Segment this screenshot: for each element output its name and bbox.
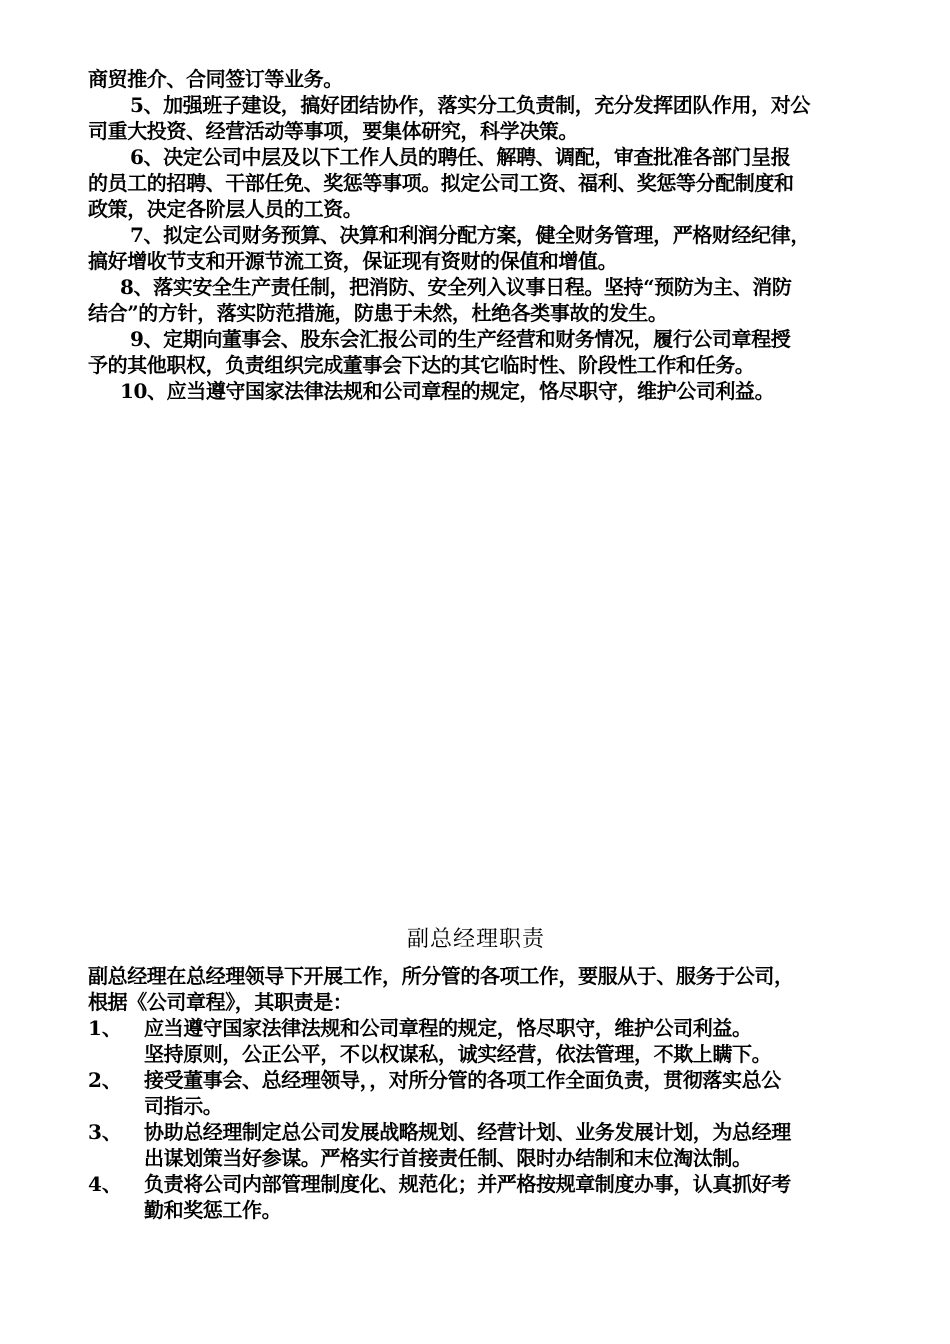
list-text-line: 勤和奖惩工作。 — [144, 1198, 282, 1222]
section-president-duties — [88, 66, 864, 404]
list-text-line: 负责将公司内部管理制度化、规范化；并严格按规章制度办事，认真抓好考 — [144, 1172, 791, 1196]
list-text-line: 应当遵守国家法律法规和公司章程的规定，恪尽职守，维护公司利益。 — [144, 1016, 752, 1040]
text-line: 政策，决定各阶层人员的工资。 — [88, 197, 363, 221]
text-line: 予的其他职权，负责组织完成董事会下达的其它临时性、阶段性工作和任务。 — [88, 353, 755, 377]
list-item — [88, 1015, 864, 1067]
text-line: 8、落实安全生产责任制，把消防、安全列入议事日程。坚持“预防为主、消防 — [120, 275, 792, 299]
text-line: 结合”的方针，落实防范措施，防患于未然，杜绝各类事故的发生。 — [88, 301, 668, 325]
text-line: 的员工的招聘、干部任免、奖惩等事项。拟定公司工资、福利、奖惩等分配制度和 — [88, 171, 794, 195]
list-number: 2、 — [88, 1068, 122, 1092]
list-number: 1、 — [88, 1016, 122, 1040]
list-text-line: 接受董事会、总经理领导，，对所分管的各项工作全面负责，贯彻落实总公 — [144, 1068, 781, 1092]
list-item — [88, 1067, 864, 1119]
list-text-line: 司指示。 — [144, 1094, 223, 1118]
text-line: 10、应当遵守国家法律法规和公司章程的规定，恪尽职守，维护公司利益。 — [120, 379, 775, 403]
text-line: 6、决定公司中层及以下工作人员的聘任、解聘、调配，审查批准各部门呈报 — [130, 145, 791, 169]
list-text-line: 协助总经理制定总公司发展战略规划、经营计划、业务发展计划，为总经理 — [144, 1120, 791, 1144]
list-number: 4、 — [88, 1172, 122, 1196]
text-line: 商贸推介、合同签订等业务。 — [88, 67, 343, 91]
text-line: 7、拟定公司财务预算、决算和利润分配方案，健全财务管理，严格财经纪律， — [130, 223, 810, 247]
list-item — [88, 1171, 864, 1223]
section-vice-president-duties — [88, 925, 864, 1223]
list-text-line: 坚持原则，公正公平，不以权谋私，诚实经营，依法管理，不欺上瞒下。 — [144, 1042, 772, 1066]
intro-line: 副总经理在总经理领导下开展工作，所分管的各项工作，要服从于、服务于公司， — [88, 964, 794, 988]
list-number: 3、 — [88, 1120, 122, 1144]
text-line: 5、加强班子建设，搞好团结协作，落实分工负责制，充分发挥团队作用，对公 — [130, 93, 810, 117]
text-line: 司重大投资、经营活动等事项，要集体研究，科学决策。 — [88, 119, 578, 143]
list-item — [88, 1119, 864, 1171]
list-text-line: 出谋划策当好参谋。严格实行首接责任制、限时办结制和末位淘汰制。 — [144, 1146, 752, 1170]
section-title: 副总经理职责 — [406, 927, 545, 952]
intro-line: 根据《公司章程》，其职责是： — [88, 990, 353, 1014]
text-line: 9、定期向董事会、股东会汇报公司的生产经营和财务情况，履行公司章程授 — [130, 327, 791, 351]
text-line: 搞好增收节支和开源节流工资，保证现有资财的保值和增值。 — [88, 249, 618, 273]
